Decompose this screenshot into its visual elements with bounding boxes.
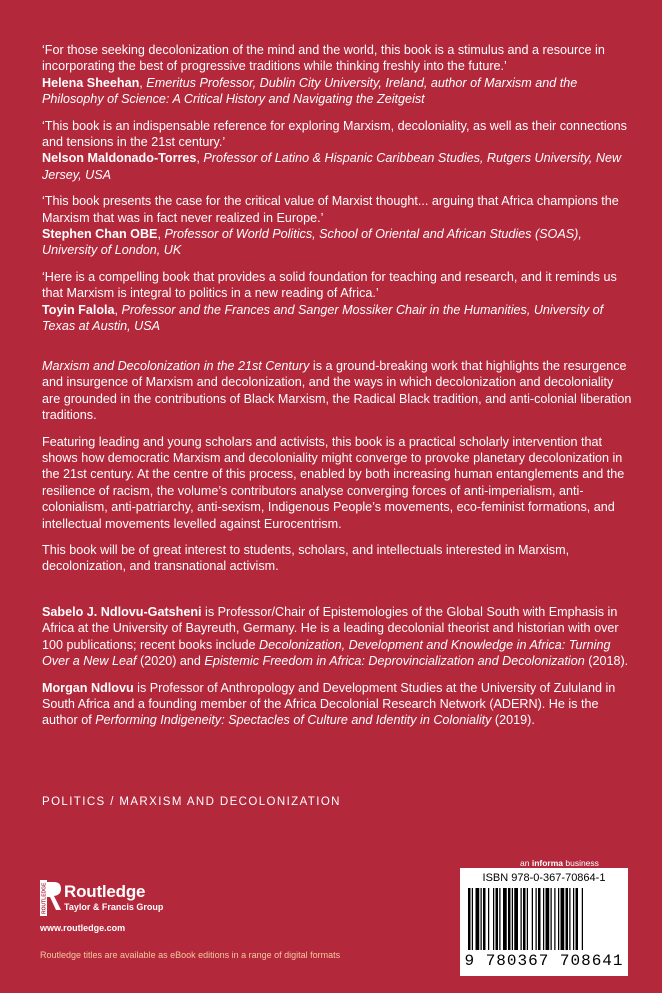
barcode-bar: [554, 888, 555, 950]
publisher-logo: [40, 880, 200, 920]
book-title: Marxism and Decolonization in the 21st Century: [42, 359, 310, 373]
endorser-role: Professor and the Frances and Sanger Mossiker Chair in the Humanities, University of Texas at Austin, USA: [42, 302, 604, 334]
barcode-bar: [538, 888, 541, 950]
endorsements: [42, 42, 632, 345]
subject-category: POLITICS / MARXISM AND DECOLONIZATION: [42, 796, 341, 808]
barcode-bar: [472, 888, 473, 950]
ebook-note: Routledge titles are available as eBook editions in a range of digital formats: [40, 950, 341, 960]
publisher-website[interactable]: www.routledge.com: [40, 923, 126, 933]
barcode-bar: [468, 888, 471, 950]
barcode-bar: [527, 888, 528, 950]
publisher-name: Routledge: [64, 882, 146, 901]
endorser-name: Helena Sheehan: [42, 75, 140, 90]
publisher-group: Taylor & Francis Group: [64, 902, 164, 912]
barcode-bar: [536, 888, 537, 950]
endorser-role: Professor of Latino & Hispanic Caribbean Studies, Rutgers University, New Jersey, USA: [42, 151, 622, 182]
barcode-bar: [512, 888, 513, 950]
endorsement: ‘Here is a compelling book that provides a solid foundation for teaching and research, and it reminds us that Marxism is integral to politics in a new reading of Africa.’ Toyin Falola, Professor and the Frances and Sanger Mossiker Chair in the Humanities, University of Texas at Austin, USA: [42, 269, 632, 335]
barcode-bar: [481, 888, 482, 950]
endorser-role: Emeritus Professor, Dublin City University, Ireland, author of Marxism and the Philosophy of Science: A Critical History and Navigating the Zeitgeist: [42, 75, 578, 107]
barcode-bar: [546, 888, 550, 950]
endorser-name: Stephen Chan OBE: [42, 227, 158, 242]
routledge-r-icon: [40, 880, 62, 916]
barcode-bar: [476, 888, 480, 950]
barcode-bar: [508, 888, 511, 950]
book-description: [42, 358, 632, 585]
endorser-name: Toyin Falola: [42, 302, 115, 317]
endorser-name: Nelson Maldonado-Torres: [42, 151, 197, 166]
quote-text: ‘This book is an indispensable reference for exploring Marxism, decoloniality, as well as their connections and tensions in the 21st century.’: [42, 118, 627, 150]
barcode-bar: [499, 888, 500, 950]
barcode-bar: [503, 888, 507, 950]
author-name: Morgan Ndlovu: [42, 680, 134, 695]
barcode-bar: [521, 888, 522, 950]
barcode-bar: [576, 888, 579, 950]
description-paragraph: Marxism and Decolonization in the 21st Century is a ground-breaking work that highlights the resurgence and insurgence of Marxism and decolonization, and the ways in which decolonization and decoloniality are grounded in the contributions of Black Marxism, the Radical Black tradition, and anti-colonial liberation traditions.: [42, 359, 632, 423]
barcode-bar: [493, 888, 494, 950]
barcode-bar: [523, 888, 526, 950]
barcode-bar: [488, 888, 489, 950]
barcode-bar: [558, 888, 559, 950]
author-bio: Sabelo J. Ndlovu-Gatsheni is Professor/Chair of Epistemologies of the Global South with Emphasis in Africa at the University of Bayreuth, Germany. He is a leading decolonial theorist and historian with over 100 publications; recent books include Decolonization, Development and Knowledge in Africa: Turning Over a New Leaf (2020) and Epistemic Freedom in Africa: Deprovincialization and Decolonization (2018).: [42, 605, 629, 669]
endorsement: ‘This book is an indispensable reference for exploring Marxism, decoloniality, as well as their connections and tensions in the 21st century.’ Nelson Maldonado-Torres, Professor of Latino & Hispanic Caribbean Studies, Rutgers University, New Jersey, USA: [42, 118, 632, 184]
description-paragraph: This book will be of great interest to students, scholars, and intellectuals interested in Marxism, decolonization, and transnational activism.: [42, 543, 570, 574]
barcode-bar: [514, 888, 518, 950]
quote-text: ‘Here is a compelling book that provides a solid foundation for teaching and research, and it reminds us that Marxism is integral to politics in a new reading of Africa.’: [42, 269, 617, 301]
isbn-label: ISBN 978-0-367-70864-1: [482, 872, 606, 884]
endorsement: ‘For those seeking decolonization of the mind and the world, this book is a stimulus and a resource in incorporating the best of progressive traditions while thinking freshly into the future.’ Helena Sheehan, Emeritus Professor, Dublin City University, Ireland, author of Marxism and the Philosophy of Science: A Critical History and Navigating the Zeitgeist: [42, 42, 632, 108]
barcode-bar: [573, 888, 574, 950]
barcode-bar: [543, 888, 544, 950]
endorsement: ‘This book presents the case for the critical value of Marxist thought... arguing that Africa champions the Marxism that was in fact never realized in Europe.’ Stephen Chan OBE, Professor of World Politics, School of Oriental and African Studies (SOAS), University of London, UK: [42, 193, 632, 259]
author-name: Sabelo J. Ndlovu-Gatsheni: [42, 605, 202, 619]
barcode-bar: [566, 888, 569, 950]
routledge-vertical-mark: ROUTLEDGE: [41, 882, 48, 914]
barcode-bar: [532, 888, 533, 950]
quote-text: ‘This book presents the case for the critical value of Marxist thought... arguing that Africa champions the Marxism that was in fact never realized in Europe.’: [42, 194, 619, 225]
quote-text: ‘For those seeking decolonization of the mind and the world, this book is a stimulus and a resource in incorporating the best of progressive traditions while thinking freshly into the future.’: [42, 43, 605, 74]
barcode-bar: [496, 888, 499, 950]
barcode-bars: [468, 888, 620, 950]
barcode-number: 9 780367 708641: [464, 952, 624, 970]
barcode-bar: [582, 888, 583, 950]
barcode-bar: [561, 888, 565, 950]
barcode-bar: [569, 888, 570, 950]
author-bio: Morgan Ndlovu is Professor of Anthropology and Development Studies at the University of Zululand in South Africa and a founding member of the Africa Decolonial Research Network (ADERN). He is the author of Performing Indigeneity: Spectacles of Culture and Identity in Coloniality (2019).: [42, 680, 616, 728]
author-bios: [42, 604, 632, 739]
endorser-role: Professor of World Politics, School of Oriental and African Studies (SOAS), University of London, UK: [42, 227, 582, 258]
barcode: [460, 868, 628, 976]
barcode-bar: [483, 888, 486, 950]
informa-business: an informa business: [520, 858, 599, 868]
barcode-bar: [551, 888, 552, 950]
description-paragraph: Featuring leading and young scholars and activists, this book is a practical scholarly intervention that shows how democratic Marxism and decoloniality might converge to provoke planetary decolonization in the 21st century. At the centre of this process, enabled by both increasing human entanglements and the resilience of racism, the volume’s contributors analyse converging forces of anti-imperialism, anti-colonialism, anti-patriarchy, anti-sexism, Indigenous People’s movements, eco-feminist formations, and intellectual movements levelled against Eurocentrism.: [42, 434, 625, 531]
